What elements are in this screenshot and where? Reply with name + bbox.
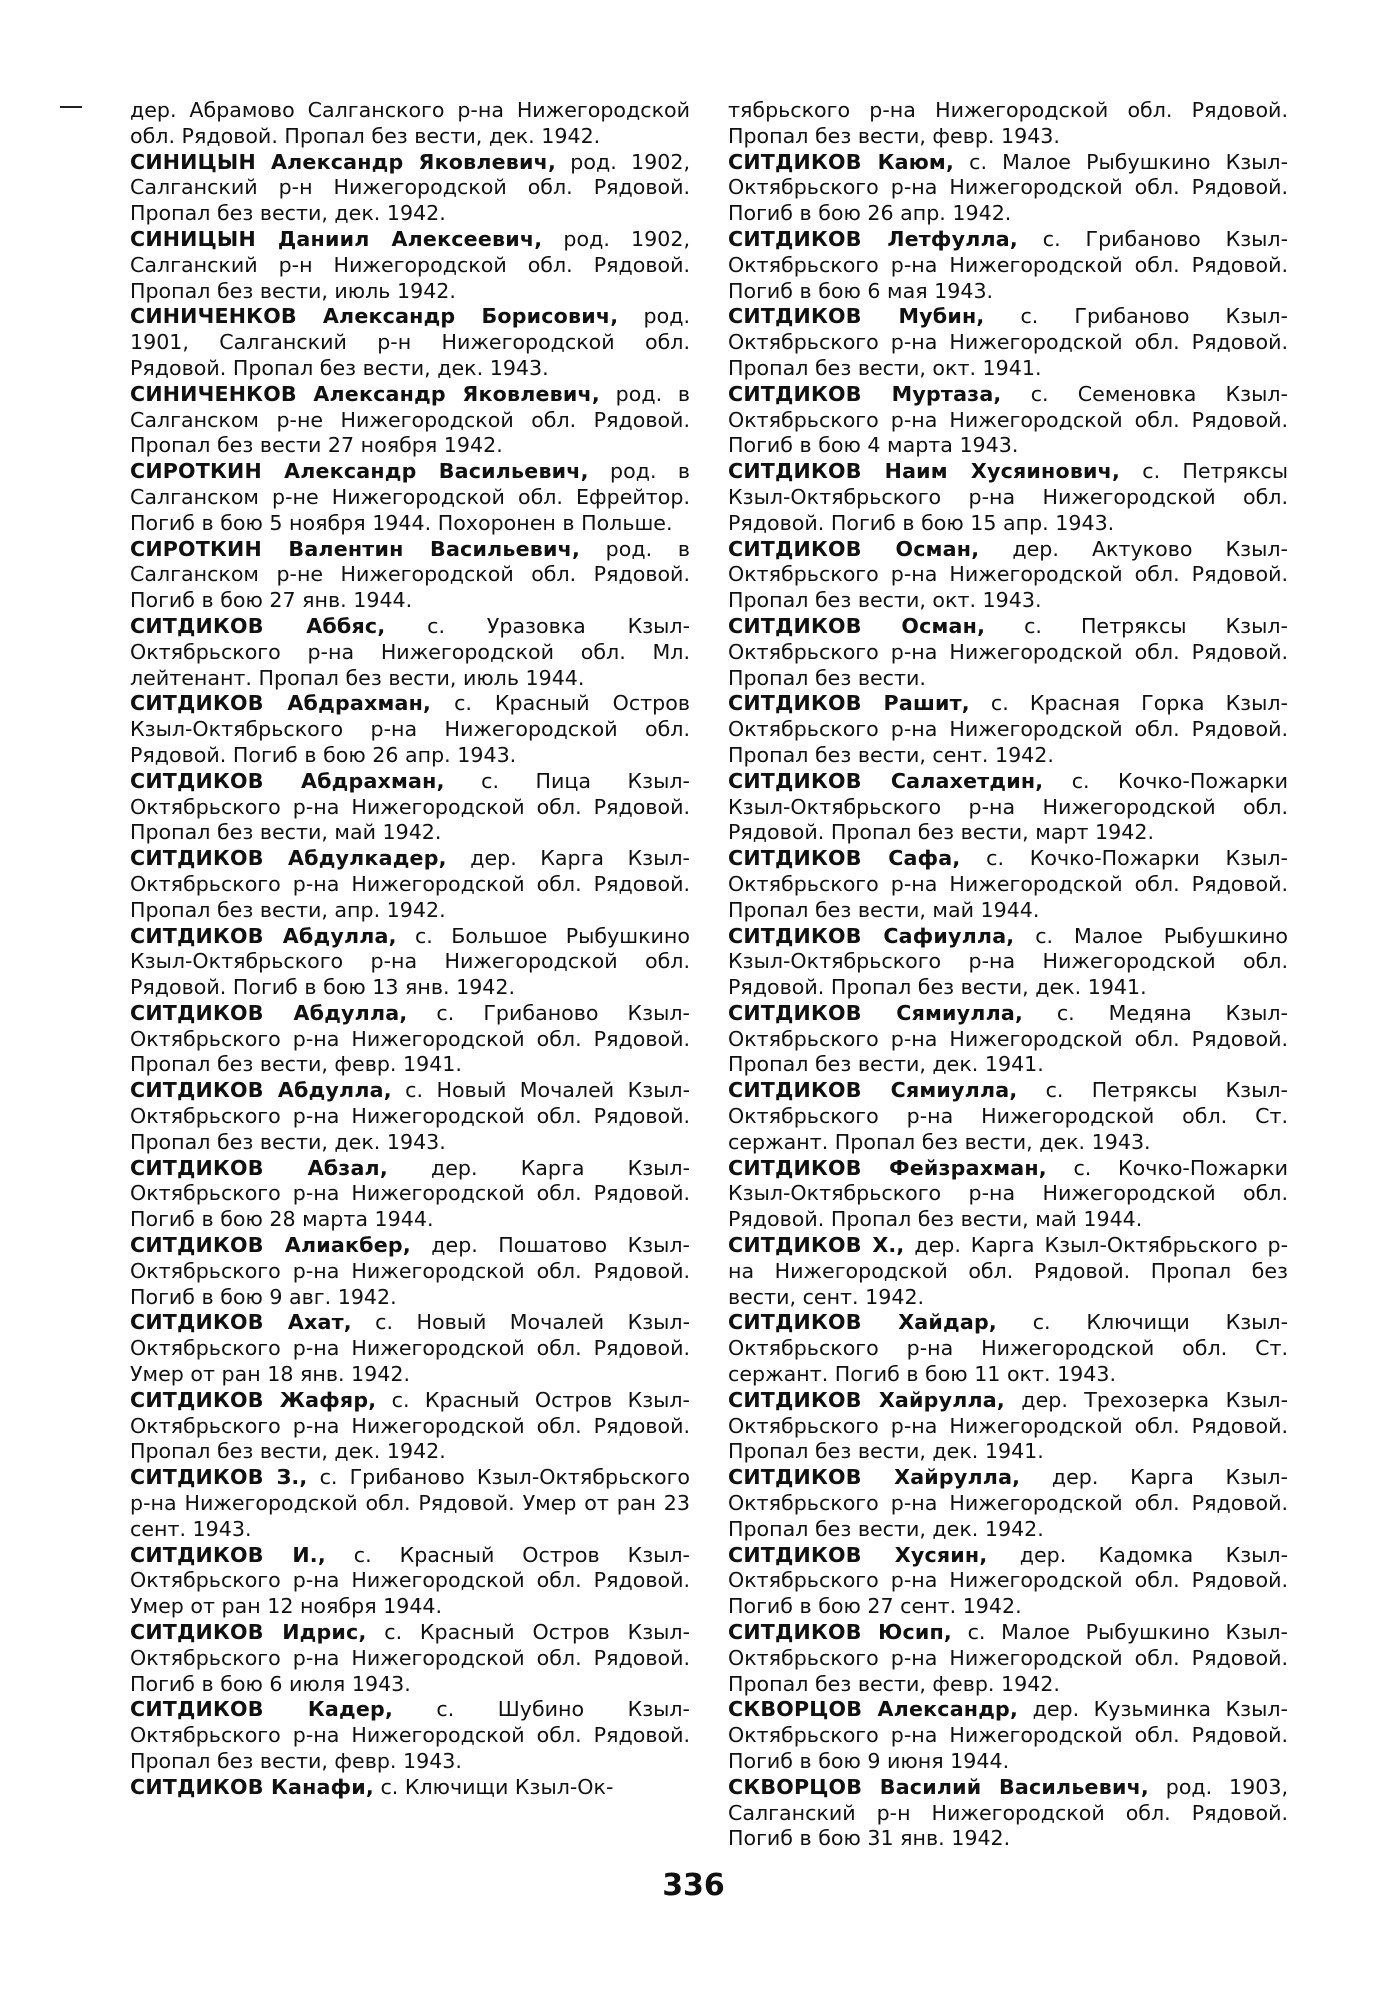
person-name: СИТДИКОВ Салахетдин, bbox=[728, 768, 1044, 793]
entry-details: с. Кочко-Пожарки Кзыл-Октябрьского р-на Нижегородской обл. Рядовой. Пропал без вести, март 1942. bbox=[728, 768, 1288, 845]
entry-details: с. Грибаново Кзыл-Октябрьского р-на Нижегородской обл. Рядовой. Пропал без вести, окт. 1941. bbox=[728, 304, 1288, 380]
memorial-entry bbox=[728, 1078, 1288, 1155]
memorial-entry bbox=[728, 382, 1288, 459]
entry-details: с. Малое Рыбушкино Кзыл-Октябрьского р-на Нижегородской обл. Рядовой. Пропал без вести, дек. 1941. bbox=[728, 923, 1289, 1000]
person-name: СИТДИКОВ Юсип, bbox=[728, 1620, 952, 1645]
person-name: СИТДИКОВ Идрис, bbox=[130, 1620, 367, 1645]
person-name: СИТДИКОВ Осман, bbox=[728, 613, 986, 638]
person-name: СИТДИКОВ Абдулла, bbox=[130, 1078, 392, 1103]
person-name: СИТДИКОВ Рашит, bbox=[728, 691, 970, 716]
person-name: СИТДИКОВ Абдулла, bbox=[130, 923, 397, 948]
entry-details: род. 1902, Салганский р-н Нижегородской обл. Рядовой. Пропал без вести, дек. 1942. bbox=[130, 149, 690, 226]
memorial-entry bbox=[130, 304, 690, 381]
memorial-entry bbox=[728, 98, 1288, 150]
entry-details: с. Малое Рыбушкино Кзыл-Октябрьского р-на Нижегородской обл. Рядовой. Пропал без вести, февр. 1942. bbox=[728, 1620, 1288, 1696]
memorial-entry bbox=[130, 924, 690, 1001]
memorial-entry bbox=[130, 459, 690, 536]
memorial-entry bbox=[728, 924, 1288, 1001]
entry-details: с. Ключищи Кзыл-Октябрьского р-на Нижегородской обл. Ст. сержант. Погиб в бою 11 окт. 1943. bbox=[728, 1310, 1288, 1387]
memorial-entry bbox=[728, 846, 1288, 923]
person-name: СИТДИКОВ Мубин, bbox=[728, 304, 985, 329]
entry-details: с. Пица Кзыл-Октябрьского р-на Нижегородской обл. Рядовой. Пропал без вести, май 1942. bbox=[130, 768, 690, 845]
person-name: СИТДИКОВ Аббяс, bbox=[130, 613, 386, 638]
entry-details: с. Семеновка Кзыл-Октябрьского р-на Нижегородской обл. Рядовой. Погиб в бою 4 марта 1943. bbox=[728, 381, 1288, 458]
person-name: СИРОТКИН Александр Васильевич, bbox=[130, 459, 589, 484]
entry-details: дер. Актуково Кзыл-Октябрьского р-на Нижегородской обл. Рядовой. Пропал без вести, окт. 1943. bbox=[728, 536, 1288, 613]
memorial-entry bbox=[130, 150, 690, 227]
person-name: СИТДИКОВ Хусяин, bbox=[728, 1542, 988, 1567]
person-name: СИТДИКОВ Алиакбер, bbox=[130, 1233, 411, 1258]
person-name: СИТДИКОВ Муртаза, bbox=[728, 381, 1002, 406]
memorial-entry bbox=[130, 227, 690, 304]
memorial-entry bbox=[728, 769, 1288, 846]
person-name: СИТДИКОВ Абдулла, bbox=[130, 1000, 408, 1025]
person-name: СИТДИКОВ Фейзрахман, bbox=[728, 1155, 1047, 1180]
entry-details: с. Кочко-Пожарки Кзыл-Октябрьского р-на Нижегородской обл. Рядовой. Пропал без вести, май 1944. bbox=[728, 846, 1288, 922]
entry-details: дер. Трехозерка Кзыл-Октябрьского р-на Нижегородской обл. Рядовой. Пропал без вести, дек. 1941. bbox=[728, 1387, 1288, 1464]
person-name: СИТДИКОВ Абдрахман, bbox=[130, 768, 445, 793]
memorial-entry bbox=[728, 1233, 1288, 1310]
person-name: СИТДИКОВ Сафиулла, bbox=[728, 923, 1015, 948]
entry-details: дер. Карга Кзыл-Октябрьского р-на Нижегородской обл. Рядовой. Пропал без вести, дек. 1942. bbox=[728, 1465, 1288, 1541]
memorial-entry bbox=[130, 1697, 690, 1774]
entry-details: с. Петряксы Кзыл-Октябрьского р-на Нижегородской обл. Рядовой. Пропал без вести. bbox=[728, 613, 1288, 690]
memorial-entry bbox=[728, 1543, 1288, 1620]
person-name: СИТДИКОВ Кадер, bbox=[130, 1697, 393, 1722]
person-name: СИНИЧЕНКОВ Александр Борисович, bbox=[130, 304, 619, 329]
memorial-entry bbox=[130, 1156, 690, 1233]
memorial-entry bbox=[728, 1001, 1288, 1078]
memorial-entry bbox=[130, 1620, 690, 1697]
person-name: СИНИЦЫН Александр Яковлевич, bbox=[130, 149, 557, 174]
entry-details: с. Петряксы Кзыл-Октябрьского р-на Нижегородской обл. Ст. сержант. Пропал без вести, дек. 1943. bbox=[728, 1078, 1288, 1154]
memorial-entry bbox=[130, 537, 690, 614]
entry-details: с. Красный Остров Кзыл-Октябрьского р-на Нижегородской обл. Рядовой. Погиб в бою 26 апр. 1943. bbox=[130, 691, 690, 767]
entry-details: с. Грибаново Кзыл-Октябрьского р-на Нижегородской обл. Рядовой. Умер от ран 23 сент. 1943. bbox=[130, 1465, 691, 1541]
right-column bbox=[728, 98, 1288, 1852]
entry-details: с. Новый Мочалей Кзыл-Октябрьского р-на Нижегородской обл. Рядовой. Умер от ран 18 янв. 1942. bbox=[130, 1310, 691, 1387]
memorial-entry bbox=[728, 459, 1288, 536]
memorial-entry bbox=[728, 614, 1288, 691]
entry-details: с. Красный Остров Кзыл-Октябрьского р-на Нижегородской обл. Рядовой. Погиб в бою 6 июля 1943. bbox=[130, 1620, 691, 1696]
person-name: СИТДИКОВ И., bbox=[130, 1542, 326, 1567]
entry-details: род. в Салганском р-не Нижегородской обл. Рядовой. Погиб в бою 27 янв. 1944. bbox=[130, 536, 690, 613]
entry-details: дер. Карга Кзыл-Октябрьского р-на Нижегородской обл. Рядовой. Погиб в бою 28 марта 1944. bbox=[130, 1155, 691, 1232]
entry-details: с. Шубино Кзыл-Октябрьского р-на Нижегородской обл. Рядовой. Пропал без вести, февр. 1943. bbox=[130, 1697, 690, 1773]
person-name: СИНИЧЕНКОВ Александр Яковлевич, bbox=[130, 381, 600, 406]
person-name: СИТДИКОВ Хайрулла, bbox=[728, 1387, 1005, 1412]
entry-details: с. Красная Горка Кзыл-Октябрьского р-на Нижегородской обл. Рядовой. Пропал без вести, сент. 1942. bbox=[728, 691, 1288, 767]
entry-details: дер. Карга Кзыл-Октябрьского р-на Нижегородской обл. Рядовой. Пропал без вести, сент. 1942. bbox=[728, 1233, 1288, 1309]
memorial-entry bbox=[130, 691, 690, 768]
memorial-entry bbox=[130, 382, 690, 459]
person-name: СИТДИКОВ Сямиулла, bbox=[728, 1000, 1023, 1025]
memorial-entry bbox=[728, 304, 1288, 381]
person-name: СИТДИКОВ Сафа, bbox=[728, 846, 961, 871]
memorial-entry bbox=[728, 1697, 1288, 1774]
person-name: СИТДИКОВ Летфулла, bbox=[728, 226, 1018, 251]
entry-details: с. Грибаново Кзыл-Октябрьского р-на Нижегородской обл. Рядовой. Погиб в бою 6 мая 1943. bbox=[728, 226, 1289, 303]
entry-details: тябрьского р-на Нижегородской обл. Рядовой. Пропал без вести, февр. 1943. bbox=[728, 98, 1288, 148]
memorial-entry bbox=[130, 1310, 690, 1387]
memorial-entry bbox=[130, 1388, 690, 1465]
person-name: СИТДИКОВ Сямиулла, bbox=[728, 1078, 1018, 1103]
memorial-entry bbox=[728, 1775, 1288, 1852]
entry-details: дер. Кузьминка Кзыл-Октябрьского р-на Нижегородской обл. Рядовой. Погиб в бою 9 июня 1944. bbox=[728, 1697, 1288, 1773]
entry-details: с. Уразовка Кзыл-Октябрьского р-на Нижегородской обл. Мл. лейтенант. Пропал без вести, июль 1944. bbox=[130, 613, 690, 690]
person-name: СИТДИКОВ Наим Хусяинович, bbox=[728, 459, 1121, 484]
entry-details: род. в Салганском р-не Нижегородской обл. Рядовой. Пропал без вести 27 ноября 1942. bbox=[130, 381, 690, 458]
entry-details: с. Малое Рыбушкино Кзыл-Октябрьского р-на Нижегородской обл. Рядовой. Погиб в бою 26 апр. 1942. bbox=[728, 149, 1288, 226]
person-name: СИТДИКОВ Абдрахман, bbox=[130, 691, 432, 716]
memorial-entry bbox=[130, 1001, 690, 1078]
entry-details: дер. Карга Кзыл-Октябрьского р-на Нижегородской обл. Рядовой. Пропал без вести, апр. 1942. bbox=[130, 846, 690, 922]
entry-details: с. Грибаново Кзыл-Октябрьского р-на Нижегородской обл. Рядовой. Пропал без вести, февр. 1941. bbox=[130, 1000, 690, 1077]
memorial-entry bbox=[130, 1543, 690, 1620]
entry-details: род. 1903, Салганский р-н Нижегородской обл. Рядовой. Погиб в бою 31 янв. 1942. bbox=[728, 1774, 1288, 1851]
entry-details: с. Красный Остров Кзыл-Октябрьского р-на Нижегородской обл. Рядовой. Умер от ран 12 ноября 1944. bbox=[130, 1542, 690, 1619]
memorial-entry bbox=[728, 1388, 1288, 1465]
person-name: СКВОРЦОВ Александр, bbox=[728, 1697, 1019, 1722]
entry-details: с. Большое Рыбушкино Кзыл-Октябрьского р-на Нижегородской обл. Рядовой. Погиб в бою 13 янв. 1942. bbox=[130, 923, 690, 1000]
person-name: СИТДИКОВ Хайрулла, bbox=[728, 1465, 1021, 1490]
person-name: СИТДИКОВ Каюм, bbox=[728, 149, 954, 174]
memorial-entry bbox=[728, 227, 1288, 304]
memorial-entry bbox=[130, 1233, 690, 1310]
memorial-entry bbox=[728, 1310, 1288, 1387]
person-name: СИТДИКОВ Абзал, bbox=[130, 1155, 388, 1180]
entry-details: дер. Кадомка Кзыл-Октябрьского р-на Нижегородской обл. Рядовой. Погиб в бою 27 сент. 1942. bbox=[728, 1542, 1289, 1619]
person-name: СИНИЦЫН Даниил Алексеевич, bbox=[130, 226, 543, 251]
person-name: СИТДИКОВ Жафяр, bbox=[130, 1387, 377, 1412]
memorial-entry bbox=[728, 1465, 1288, 1542]
entry-details: с. Новый Мочалей Кзыл-Октябрьского р-на Нижегородской обл. Рядовой. Пропал без вести, дек. 1943. bbox=[130, 1078, 690, 1154]
memorial-entry bbox=[728, 691, 1288, 768]
entry-details: род. 1901, Салганский р-н Нижегородской обл. Рядовой. Пропал без вести, дек. 1943. bbox=[130, 304, 690, 380]
memorial-entry bbox=[130, 614, 690, 691]
left-column bbox=[130, 98, 690, 1801]
memorial-entry bbox=[728, 150, 1288, 227]
entry-details: род. 1902, Салганский р-н Нижегородской обл. Рядовой. Пропал без вести, июль 1942. bbox=[130, 226, 690, 303]
entry-details: дер. Пошатово Кзыл-Октябрьского р-на Нижегородской обл. Рядовой. Погиб в бою 9 авг. 1942. bbox=[130, 1233, 690, 1309]
memorial-entry bbox=[130, 769, 690, 846]
person-name: СИТДИКОВ Канафи, bbox=[130, 1774, 374, 1799]
memorial-entry bbox=[130, 1775, 690, 1801]
memorial-entry bbox=[130, 98, 690, 150]
person-name: СИТДИКОВ З., bbox=[130, 1465, 308, 1490]
memorial-entry bbox=[130, 846, 690, 923]
memorial-entry bbox=[728, 1620, 1288, 1697]
person-name: СКВОРЦОВ Василий Васильевич, bbox=[728, 1774, 1149, 1799]
entry-details: род. в Салганском р-не Нижегородской обл. Ефрейтор. Погиб в бою 5 ноября 1944. Похоронен в Польше. bbox=[130, 459, 690, 535]
entry-details: с. Петряксы Кзыл-Октябрьского р-на Нижегородской обл. Рядовой. Погиб в бою 15 апр. 1943. bbox=[728, 459, 1288, 535]
person-name: СИТДИКОВ Х., bbox=[728, 1233, 905, 1258]
entry-details: дер. Абрамово Салганского р-на Нижегородской обл. Рядовой. Пропал без вести, дек. 1942. bbox=[130, 98, 690, 148]
memorial-entry bbox=[728, 1156, 1288, 1233]
entry-details: с. Ключищи Кзыл-Ок- bbox=[373, 1774, 614, 1799]
memorial-entry bbox=[130, 1465, 690, 1542]
entry-details: с. Медяна Кзыл-Октябрьского р-на Нижегородской обл. Рядовой. Пропал без вести, дек. 1941. bbox=[728, 1000, 1288, 1077]
person-name: СИТДИКОВ Хайдар, bbox=[728, 1310, 997, 1335]
entry-details: с. Красный Остров Кзыл-Октябрьского р-на Нижегородской обл. Рядовой. Пропал без вести, дек. 1942. bbox=[130, 1387, 690, 1464]
margin-mark bbox=[60, 106, 82, 108]
person-name: СИТДИКОВ Абдулкадер, bbox=[130, 846, 447, 871]
person-name: СИРОТКИН Валентин Васильевич, bbox=[130, 536, 580, 561]
person-name: СИТДИКОВ Ахат, bbox=[130, 1310, 352, 1335]
entry-details: с. Кочко-Пожарки Кзыл-Октябрьского р-на Нижегородской обл. Рядовой. Пропал без вести, май 1944. bbox=[728, 1155, 1288, 1232]
page-number: 336 bbox=[662, 1868, 725, 1903]
memorial-entry bbox=[130, 1078, 690, 1155]
person-name: СИТДИКОВ Осман, bbox=[728, 536, 980, 561]
memorial-entry bbox=[728, 537, 1288, 614]
